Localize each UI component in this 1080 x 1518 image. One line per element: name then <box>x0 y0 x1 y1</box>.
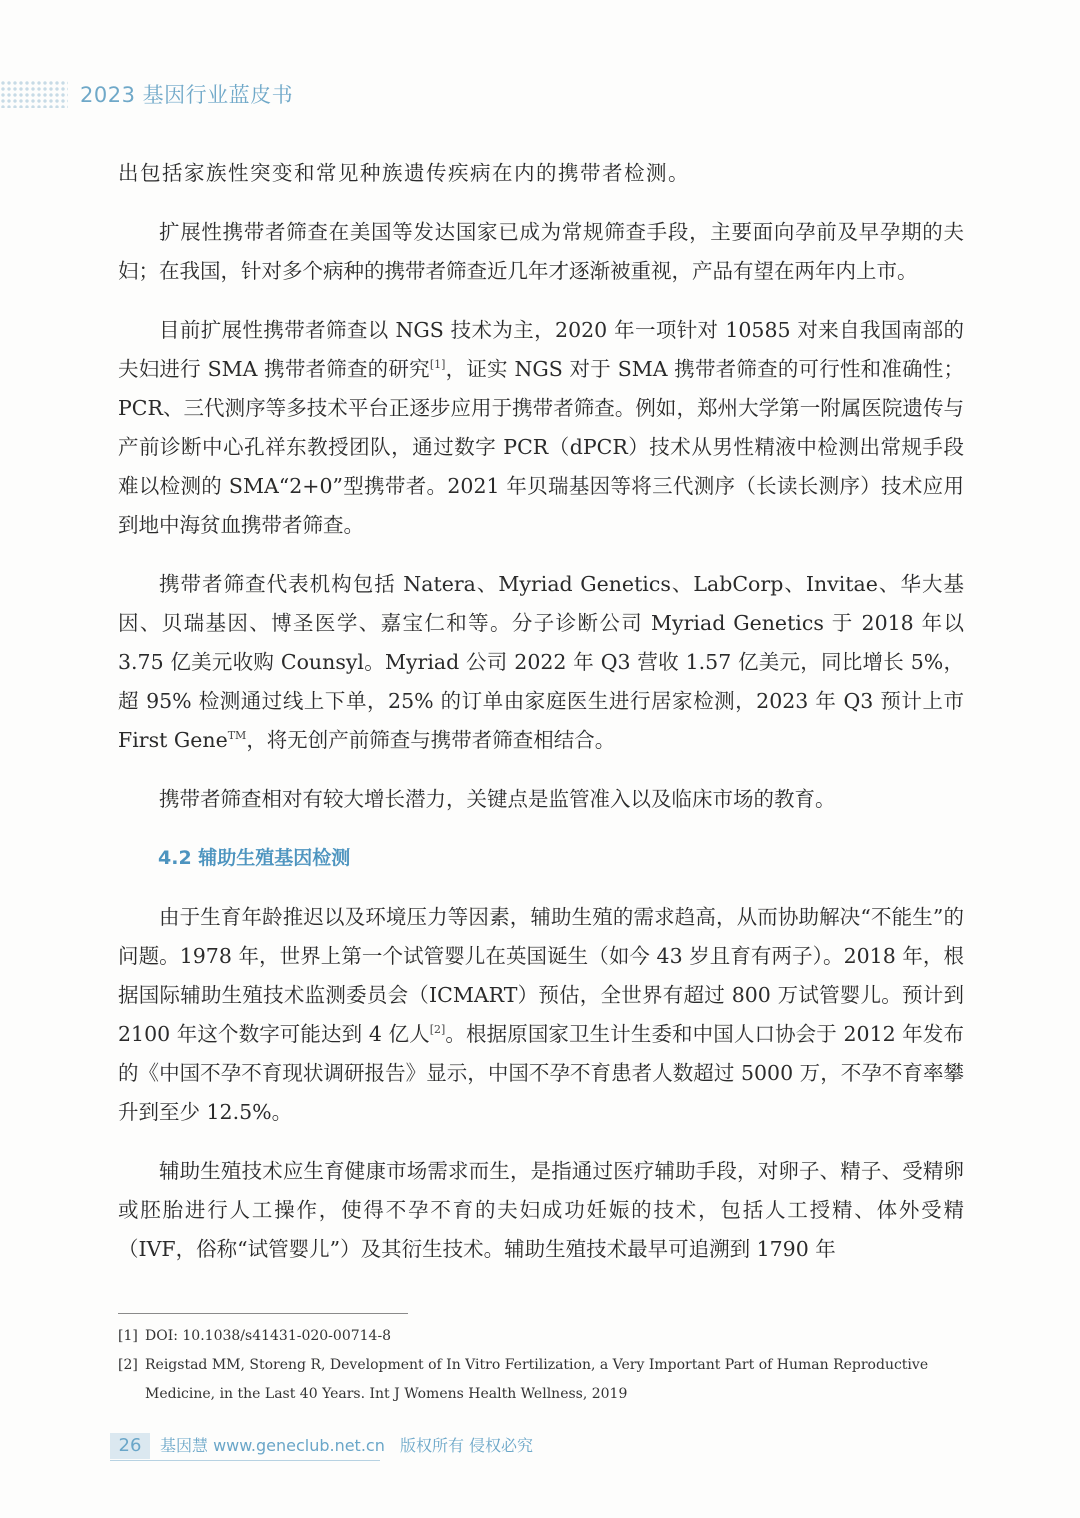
paragraph: 由于生育年龄推迟以及环境压力等因素，辅助生殖的需求趋高，从而协助解决“不能生”的问题。1978 年，世界上第一个试管婴儿在英国诞生（如今 43 岁且育有两子）。2018 年，根据国际辅助生殖技术监测委员会（ICMART）预估，全世界有超过 800 万试管婴儿。预计到 2100 年这个数字可能达到 4 亿人[2]。根据原国家卫生计生委和中国人口协会于 2012 年发布的《中国不孕不育现状调研报告》显示，中国不孕不育患者人数超过 5000 万，不孕不育率攀升到至少 12.5%。 <box>118 905 965 1124</box>
footer-text <box>160 1433 543 1459</box>
paragraph-continuation: 出包括家族性突变和常见种族遗传疾病在内的携带者检测。 <box>118 161 690 185</box>
footer-brand[interactable]: 基因慧 www.geneclub.net.cn <box>160 1436 385 1455</box>
footnote-number: [2] <box>118 1357 138 1373</box>
paragraph: 携带者筛查相对有较大增长潜力，关键点是监管准入以及临床市场的教育。 <box>159 787 836 811</box>
page-header-title: 2023 基因行业蓝皮书 <box>80 83 294 107</box>
footnote-text: Reigstad MM, Storeng R, Development of In Vitro Fertilization, a Very Important Part of Human Reproductive Medicine, in the Last 40 Years. Int J Womens Health Wellness, 2019 <box>145 1357 929 1402</box>
paragraph: 携带者筛查代表机构包括 Natera、Myriad Genetics、LabCorp、Invitae、华大基因、贝瑞基因、博圣医学、嘉宝仁和等。分子诊断公司 Myriad Genetics 于 2018 年以 3.75 亿美元收购 Counsyl。Myriad 公司 2022 年 Q3 营收 1.57 亿美元，同比增长 5%，超 95% 检测通过线上下单，25% 的订单由家庭医生进行居家检测，2023 年 Q3 预计上市 First Gene™，将无创产前筛查与携带者筛查相结合。 <box>118 572 964 752</box>
footnote-number: [1] <box>118 1328 138 1344</box>
footnote-divider <box>118 1313 408 1314</box>
footnote <box>118 1322 968 1351</box>
body-text <box>118 154 964 1289</box>
footer-rights: 版权所有 侵权必究 <box>399 1436 534 1455</box>
paragraph: 辅助生殖技术应生育健康市场需求而生，是指通过医疗辅助手段，对卵子、精子、受精卵或胚胎进行人工操作，使得不孕不育的夫妇成功妊娠的技术，包括人工授精、体外受精（IVF，俗称“试管婴儿”）及其衍生技术。辅助生殖技术最早可追溯到 1790 年 <box>118 1159 964 1261</box>
footnote-ref[interactable]: [2] <box>429 1023 446 1036</box>
trademark-mark: TM <box>227 729 247 742</box>
section-heading: 4.2 辅助生殖基因检测 <box>158 847 351 869</box>
paragraph: 目前扩展性携带者筛查以 NGS 技术为主，2020 年一项针对 10585 对来自我国南部的夫妇进行 SMA 携带者筛查的研究[1]，证实 NGS 对于 SMA 携带者筛查的可行性和准确性；PCR、三代测序等多技术平台正逐步应用于携带者筛查。例如，郑州大学第一附属医院遗传与产前诊断中心孔祥东教授团队，通过数字 PCR（dPCR）技术从男性精液中检测出常规手段难以检测的 SMA“2+0”型携带者。2021 年贝瑞基因等将三代测序（长读长测序）技术应用到地中海贫血携带者筛查。 <box>118 318 964 537</box>
footer-divider <box>110 1460 380 1461</box>
footnote-ref[interactable]: [1] <box>429 358 446 371</box>
footnotes <box>118 1322 968 1409</box>
header-dot-pattern <box>0 80 68 108</box>
footnote-text: DOI: 10.1038/s41431-020-00714-8 <box>145 1328 392 1344</box>
footnote <box>118 1351 968 1409</box>
paragraph: 扩展性携带者筛查在美国等发达国家已成为常规筛查手段，主要面向孕前及早孕期的夫妇；在我国，针对多个病种的携带者筛查近几年才逐渐被重视，产品有望在两年内上市。 <box>118 220 964 283</box>
page-number: 26 <box>118 1435 142 1456</box>
